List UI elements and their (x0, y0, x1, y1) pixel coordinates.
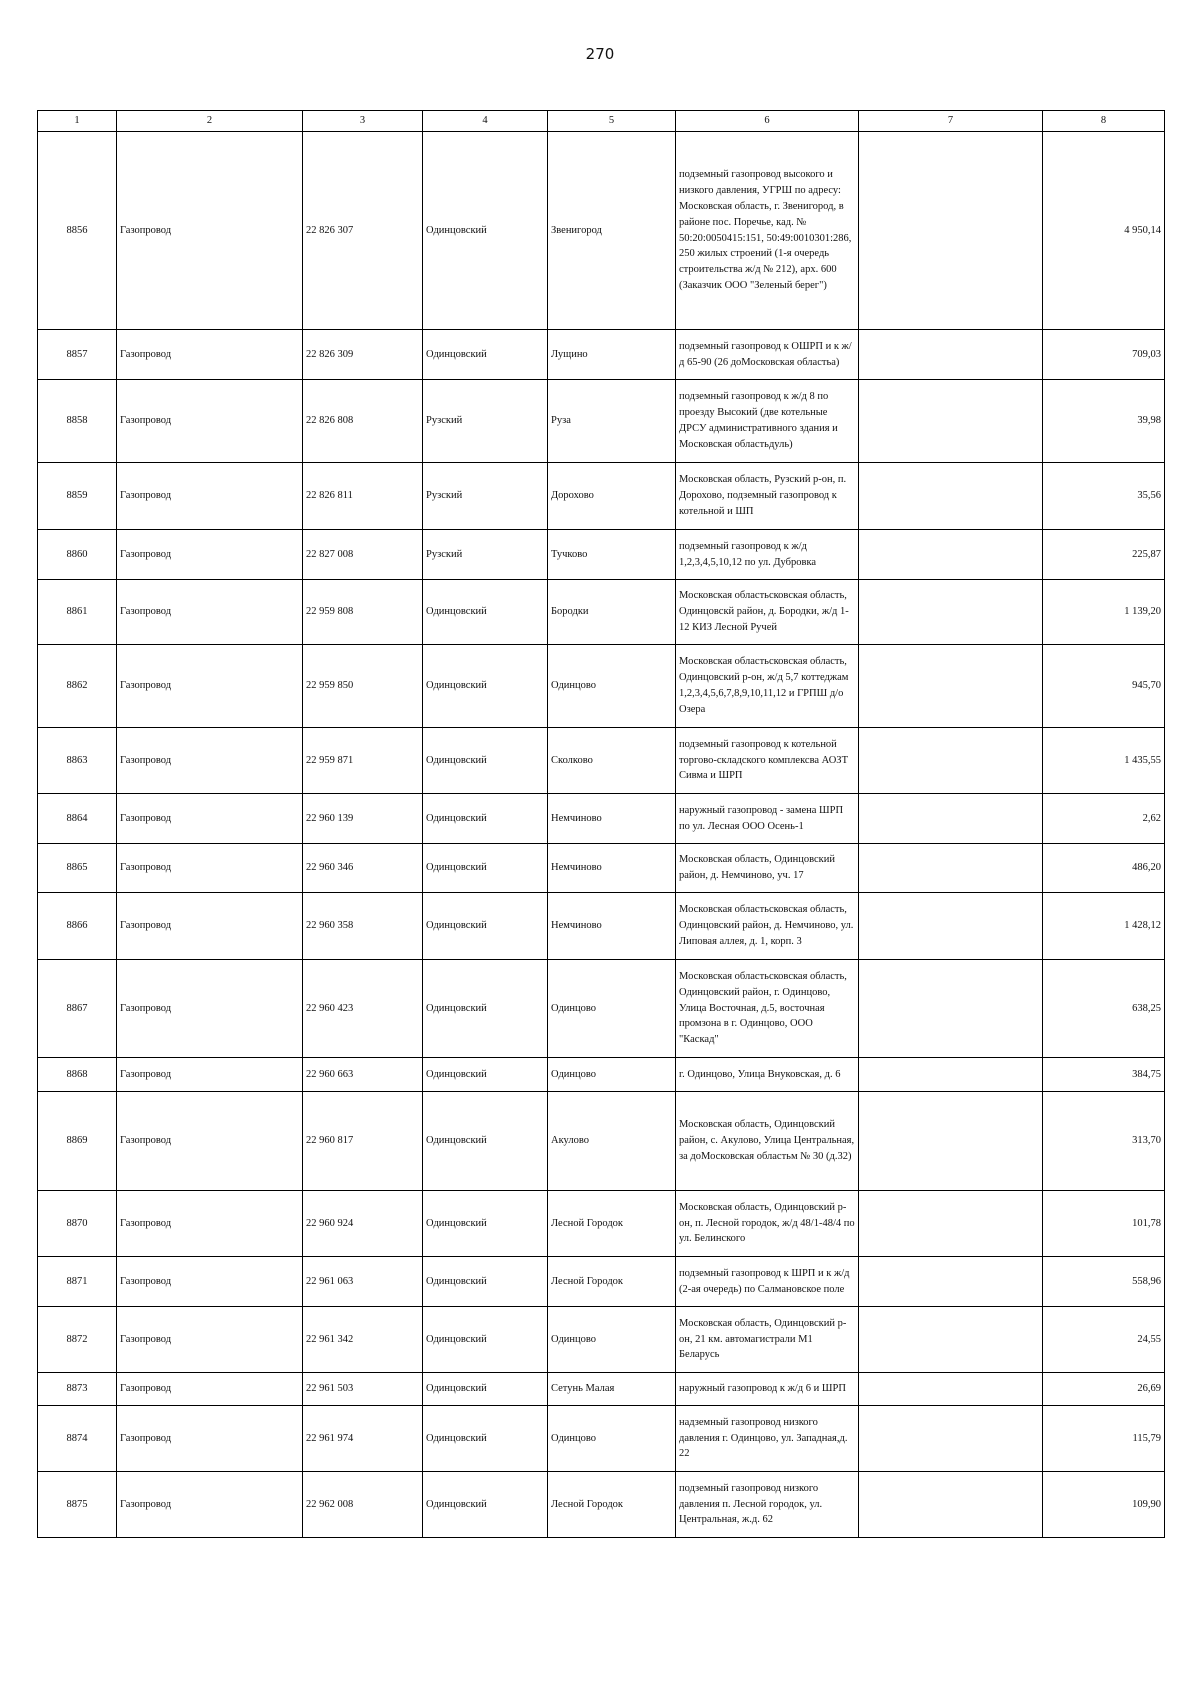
object-name-cell: Газопровод (117, 1373, 303, 1406)
locality-cell: Немчиново (548, 844, 676, 893)
gas-pipeline-registry-table (37, 110, 1165, 1538)
table-row (38, 530, 1165, 580)
locality-cell: Тучково (548, 530, 676, 580)
code-cell: 22 960 817 (303, 1092, 423, 1191)
column-header: 8 (1043, 111, 1165, 132)
column7-cell (859, 380, 1043, 463)
locality-cell: Акулово (548, 1092, 676, 1191)
row-number-cell: 8857 (38, 330, 117, 380)
row-number-cell: 8868 (38, 1058, 117, 1092)
description-cell: подземный газопровод низкого давления п. Лесной городок, ул. Центральная, ж.д. 62 (676, 1472, 859, 1538)
column7-cell (859, 530, 1043, 580)
district-cell: Одинцовский (423, 1472, 548, 1538)
locality-cell: Немчиново (548, 794, 676, 844)
value-cell: 26,69 (1043, 1373, 1165, 1406)
description-cell: надземный газопровод низкого давления г. Одинцово, ул. Западная,д. 22 (676, 1406, 859, 1472)
description-cell: подземный газопровод к ж/д 8 по проезду Высокий (две котельные ДРСУ административного здания и Московская областьдуль) (676, 380, 859, 463)
column7-cell (859, 1472, 1043, 1538)
table-row (38, 580, 1165, 645)
locality-cell: Сетунь Малая (548, 1373, 676, 1406)
header-row (38, 111, 1165, 132)
value-cell: 39,98 (1043, 380, 1165, 463)
locality-cell: Звенигород (548, 132, 676, 330)
description-cell: подземный газопровод высокого и низкого давления, УГРШ по адресу: Московская область, г. Звенигород, в районе пос. Поречье, кад. № 50:20:0050415:151, 50:49:0010301:286, 250 жилых строений (1-я очередь строительства ж/д № 212), арх. 600 (Заказчик ООО "Зеленый берег") (676, 132, 859, 330)
row-number-cell: 8875 (38, 1472, 117, 1538)
locality-cell: Лесной Городок (548, 1472, 676, 1538)
object-name-cell: Газопровод (117, 580, 303, 645)
value-cell: 4 950,14 (1043, 132, 1165, 330)
object-name-cell: Газопровод (117, 1257, 303, 1307)
code-cell: 22 959 850 (303, 645, 423, 728)
description-cell: Московская областьсковская область, Одинцовский р-он, ж/д 5,7 коттеджам 1,2,3,4,5,6,7,8,9,10,11,12 и ГРПШ д/о Озера (676, 645, 859, 728)
row-number-cell: 8859 (38, 463, 117, 530)
code-cell: 22 961 503 (303, 1373, 423, 1406)
value-cell: 101,78 (1043, 1191, 1165, 1257)
district-cell: Одинцовский (423, 893, 548, 960)
object-name-cell: Газопровод (117, 330, 303, 380)
locality-cell: Одинцово (548, 645, 676, 728)
table-row (38, 893, 1165, 960)
value-cell: 709,03 (1043, 330, 1165, 380)
description-cell: подземный газопровод к котельной торгово-складского комплексва АОЗТ Сивма и ШРП (676, 728, 859, 794)
table-row (38, 1191, 1165, 1257)
district-cell: Одинцовский (423, 1092, 548, 1191)
object-name-cell: Газопровод (117, 728, 303, 794)
column7-cell (859, 463, 1043, 530)
code-cell: 22 827 008 (303, 530, 423, 580)
district-cell: Одинцовский (423, 1373, 548, 1406)
column7-cell (859, 893, 1043, 960)
object-name-cell: Газопровод (117, 463, 303, 530)
locality-cell: Руза (548, 380, 676, 463)
column7-cell (859, 645, 1043, 728)
description-cell: Московская область, Одинцовский р-он, п. Лесной городок, ж/д 48/1-48/4 по ул. Белинского (676, 1191, 859, 1257)
column7-cell (859, 1406, 1043, 1472)
row-number-cell: 8874 (38, 1406, 117, 1472)
column7-cell (859, 1257, 1043, 1307)
locality-cell: Одинцово (548, 960, 676, 1058)
district-cell: Одинцовский (423, 844, 548, 893)
row-number-cell: 8867 (38, 960, 117, 1058)
description-cell: подземный газопровод к ж/д 1,2,3,4,5,10,12 по ул. Дубровка (676, 530, 859, 580)
value-cell: 558,96 (1043, 1257, 1165, 1307)
district-cell: Рузский (423, 380, 548, 463)
column-header: 7 (859, 111, 1043, 132)
table-row (38, 1257, 1165, 1307)
value-cell: 945,70 (1043, 645, 1165, 728)
row-number-cell: 8864 (38, 794, 117, 844)
value-cell: 225,87 (1043, 530, 1165, 580)
district-cell: Рузский (423, 463, 548, 530)
code-cell: 22 960 423 (303, 960, 423, 1058)
table-row (38, 1092, 1165, 1191)
description-cell: г. Одинцово, Улица Внуковская, д. 6 (676, 1058, 859, 1092)
row-number-cell: 8856 (38, 132, 117, 330)
row-number-cell: 8870 (38, 1191, 117, 1257)
description-cell: подземный газопровод к ОШРП и к ж/д 65-90 (26 доМосковская областьа) (676, 330, 859, 380)
description-cell: Московская областьсковская область, Одинцовский район, д. Немчиново, ул. Липовая аллея, д. 1, корп. 3 (676, 893, 859, 960)
table-row (38, 463, 1165, 530)
description-cell: Московская область, Одинцовский р-он, 21 км. автомагистрали М1 Беларусь (676, 1307, 859, 1373)
row-number-cell: 8861 (38, 580, 117, 645)
locality-cell: Одинцово (548, 1307, 676, 1373)
table-row (38, 380, 1165, 463)
description-cell: наружный газопровод - замена ШРП по ул. Лесная ООО Осень-1 (676, 794, 859, 844)
description-cell: Московская областьсковская область, Одинцовский район, г. Одинцово, Улица Восточная, д.5, восточная промзона в г. Одинцово, ООО "Каскад" (676, 960, 859, 1058)
column7-cell (859, 728, 1043, 794)
column7-cell (859, 1307, 1043, 1373)
description-cell: наружный газопровод к ж/д 6 и ШРП (676, 1373, 859, 1406)
object-name-cell: Газопровод (117, 1307, 303, 1373)
code-cell: 22 960 346 (303, 844, 423, 893)
value-cell: 2,62 (1043, 794, 1165, 844)
locality-cell: Лущино (548, 330, 676, 380)
row-number-cell: 8858 (38, 380, 117, 463)
district-cell: Одинцовский (423, 794, 548, 844)
locality-cell: Одинцово (548, 1406, 676, 1472)
object-name-cell: Газопровод (117, 530, 303, 580)
district-cell: Рузский (423, 530, 548, 580)
row-number-cell: 8873 (38, 1373, 117, 1406)
column7-cell (859, 1373, 1043, 1406)
value-cell: 115,79 (1043, 1406, 1165, 1472)
column7-cell (859, 330, 1043, 380)
description-cell: Московская областьсковская область, Одинцовскй район, д. Бородки, ж/д 1-12 КИЗ Лесной Ручей (676, 580, 859, 645)
code-cell: 22 826 309 (303, 330, 423, 380)
row-number-cell: 8865 (38, 844, 117, 893)
description-cell: подземный газопровод к ШРП и к ж/д (2-ая очередь) по Салмановское поле (676, 1257, 859, 1307)
locality-cell: Бородки (548, 580, 676, 645)
row-number-cell: 8871 (38, 1257, 117, 1307)
locality-cell: Дорохово (548, 463, 676, 530)
column7-cell (859, 844, 1043, 893)
locality-cell: Одинцово (548, 1058, 676, 1092)
object-name-cell: Газопровод (117, 960, 303, 1058)
district-cell: Одинцовский (423, 1307, 548, 1373)
district-cell: Одинцовский (423, 645, 548, 728)
description-cell: Московская область, Одинцовский район, с. Акулово, Улица Центральная, за доМосковская областьм № 30 (д.32) (676, 1092, 859, 1191)
value-cell: 35,56 (1043, 463, 1165, 530)
code-cell: 22 960 358 (303, 893, 423, 960)
code-cell: 22 959 871 (303, 728, 423, 794)
code-cell: 22 826 808 (303, 380, 423, 463)
column-header: 2 (117, 111, 303, 132)
column7-cell (859, 1058, 1043, 1092)
object-name-cell: Газопровод (117, 1092, 303, 1191)
district-cell: Одинцовский (423, 1257, 548, 1307)
row-number-cell: 8869 (38, 1092, 117, 1191)
locality-cell: Немчиново (548, 893, 676, 960)
object-name-cell: Газопровод (117, 1191, 303, 1257)
page-number: 270 (585, 45, 615, 63)
district-cell: Одинцовский (423, 728, 548, 794)
object-name-cell: Газопровод (117, 1472, 303, 1538)
object-name-cell: Газопровод (117, 844, 303, 893)
description-cell: Московская область, Рузский р-он, п. Дорохово, подземный газопровод к котельной и ШП (676, 463, 859, 530)
row-number-cell: 8860 (38, 530, 117, 580)
object-name-cell: Газопровод (117, 380, 303, 463)
object-name-cell: Газопровод (117, 1406, 303, 1472)
district-cell: Одинцовский (423, 960, 548, 1058)
column-header: 1 (38, 111, 117, 132)
value-cell: 638,25 (1043, 960, 1165, 1058)
table-row (38, 330, 1165, 380)
value-cell: 1 139,20 (1043, 580, 1165, 645)
column-header: 6 (676, 111, 859, 132)
row-number-cell: 8872 (38, 1307, 117, 1373)
table-row (38, 1472, 1165, 1538)
object-name-cell: Газопровод (117, 1058, 303, 1092)
table-row (38, 728, 1165, 794)
code-cell: 22 961 974 (303, 1406, 423, 1472)
district-cell: Одинцовский (423, 1058, 548, 1092)
row-number-cell: 8863 (38, 728, 117, 794)
column-header: 4 (423, 111, 548, 132)
table-row (38, 1373, 1165, 1406)
locality-cell: Лесной Городок (548, 1191, 676, 1257)
code-cell: 22 959 808 (303, 580, 423, 645)
object-name-cell: Газопровод (117, 794, 303, 844)
column7-cell (859, 794, 1043, 844)
column-header: 5 (548, 111, 676, 132)
value-cell: 486,20 (1043, 844, 1165, 893)
column7-cell (859, 960, 1043, 1058)
code-cell: 22 960 924 (303, 1191, 423, 1257)
value-cell: 109,90 (1043, 1472, 1165, 1538)
table-row (38, 844, 1165, 893)
table-row (38, 960, 1165, 1058)
object-name-cell: Газопровод (117, 645, 303, 728)
object-name-cell: Газопровод (117, 893, 303, 960)
code-cell: 22 960 139 (303, 794, 423, 844)
column7-cell (859, 1092, 1043, 1191)
table-row (38, 132, 1165, 330)
table-row (38, 645, 1165, 728)
column7-cell (859, 132, 1043, 330)
table-row (38, 794, 1165, 844)
district-cell: Одинцовский (423, 580, 548, 645)
code-cell: 22 826 811 (303, 463, 423, 530)
code-cell: 22 960 663 (303, 1058, 423, 1092)
code-cell: 22 961 342 (303, 1307, 423, 1373)
table-row (38, 1307, 1165, 1373)
row-number-cell: 8862 (38, 645, 117, 728)
column7-cell (859, 1191, 1043, 1257)
value-cell: 1 435,55 (1043, 728, 1165, 794)
code-cell: 22 962 008 (303, 1472, 423, 1538)
value-cell: 1 428,12 (1043, 893, 1165, 960)
value-cell: 384,75 (1043, 1058, 1165, 1092)
code-cell: 22 826 307 (303, 132, 423, 330)
locality-cell: Лесной Городок (548, 1257, 676, 1307)
table-row (38, 1406, 1165, 1472)
description-cell: Московская область, Одинцовский район, д. Немчиново, уч. 17 (676, 844, 859, 893)
value-cell: 24,55 (1043, 1307, 1165, 1373)
object-name-cell: Газопровод (117, 132, 303, 330)
column-header: 3 (303, 111, 423, 132)
table-row (38, 1058, 1165, 1092)
row-number-cell: 8866 (38, 893, 117, 960)
district-cell: Одинцовский (423, 1191, 548, 1257)
district-cell: Одинцовский (423, 330, 548, 380)
district-cell: Одинцовский (423, 132, 548, 330)
column7-cell (859, 580, 1043, 645)
value-cell: 313,70 (1043, 1092, 1165, 1191)
district-cell: Одинцовский (423, 1406, 548, 1472)
code-cell: 22 961 063 (303, 1257, 423, 1307)
locality-cell: Сколково (548, 728, 676, 794)
